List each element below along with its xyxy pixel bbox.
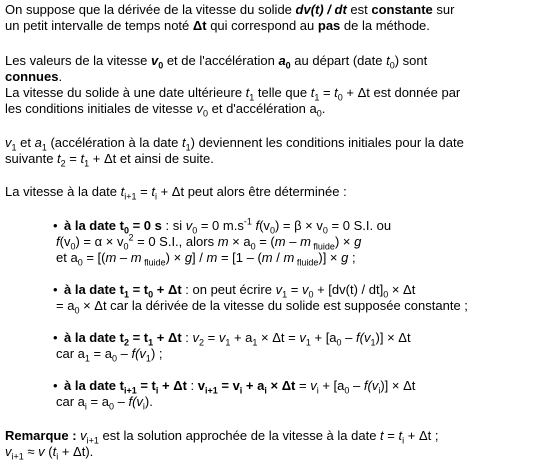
var: v <box>150 53 159 68</box>
text: . <box>58 69 63 84</box>
bullet-2-line-2 <box>56 298 468 314</box>
intro-line-1 <box>5 2 454 18</box>
sub: 0 <box>108 401 114 412</box>
bullet-4-line-2 <box>56 394 153 410</box>
text: × Δt car la dérivée de la vitesse du solide est supposée constante ; <box>79 298 468 313</box>
bullet-heading: à la date t <box>64 282 124 297</box>
text: ) = α × v <box>75 234 124 249</box>
sub: 1 <box>145 353 151 364</box>
sub: i+1 <box>124 191 137 202</box>
var: f <box>56 234 60 249</box>
sub: 0 <box>337 92 343 103</box>
var: (v <box>367 378 379 393</box>
text: car a <box>56 346 85 361</box>
text: Les valeurs de la vitesse <box>5 53 151 68</box>
var: v <box>5 135 12 150</box>
text: + a <box>242 378 265 393</box>
bullet-2-line-1 <box>53 282 415 298</box>
var: t <box>151 184 155 199</box>
bullet-3-line-2 <box>56 346 163 362</box>
text: + [a <box>310 330 337 345</box>
bullet-3-line-1 <box>53 330 411 346</box>
text: . <box>321 101 326 116</box>
text: de la méthode. <box>340 18 430 33</box>
text: ) = β × v <box>274 218 323 233</box>
var: t <box>80 151 85 166</box>
var: m <box>283 250 295 265</box>
var: a <box>34 135 42 150</box>
sub: 1 <box>225 337 231 348</box>
text: = a <box>86 394 109 409</box>
sub: 0 <box>250 241 256 252</box>
bullet-heading: + Δt <box>153 282 182 297</box>
text: et d'accélération <box>208 101 310 116</box>
bullet-4-line-1 <box>53 378 415 394</box>
text: = [1 – ( <box>217 250 262 265</box>
sub: 1 <box>41 142 47 153</box>
sub: 0 <box>203 108 209 119</box>
text: ( <box>44 444 53 459</box>
text: )] × Δt <box>380 378 416 393</box>
sub: fluide <box>141 257 166 268</box>
paragraph-2-line-1 <box>5 53 427 69</box>
bullet-1-line-1 <box>53 218 391 234</box>
bullet-icon: • <box>53 218 58 233</box>
text: ) × <box>334 234 355 249</box>
text: × Δt <box>388 282 416 297</box>
text: + Δt). <box>58 444 94 459</box>
sub: i+1 <box>86 435 99 446</box>
text: sur <box>432 2 455 17</box>
text: × a <box>228 234 251 249</box>
intro-line-2 <box>5 18 430 34</box>
bullet-heading: = 0 s <box>128 218 162 233</box>
var: m <box>206 250 218 265</box>
remark-label: Remarque : <box>5 428 77 443</box>
text: – <box>349 378 364 393</box>
var: m <box>130 250 142 265</box>
remark-line-1 <box>5 428 438 444</box>
bullet-heading: à la date t <box>64 378 124 393</box>
bullet-heading: à la date t <box>64 218 124 233</box>
text: : <box>181 330 193 345</box>
text: ) × <box>165 250 185 265</box>
sub: 0 <box>192 225 198 236</box>
text: = 0 S.I. ou <box>327 218 392 233</box>
var: v <box>218 330 226 345</box>
var: v <box>299 330 306 345</box>
sub: 0 <box>123 225 129 236</box>
sub: fluide <box>310 241 335 252</box>
text: – <box>116 346 132 361</box>
text: telle que <box>254 85 311 100</box>
var: v <box>275 282 283 297</box>
text: + Δt est donnée par <box>342 85 461 100</box>
sub: i <box>264 385 267 396</box>
var: a <box>278 53 286 68</box>
text: – <box>341 330 357 345</box>
sub: 0 <box>285 60 291 71</box>
bullet-heading: + Δt <box>158 378 187 393</box>
bullet-icon: • <box>53 330 58 345</box>
text: ] / <box>192 250 207 265</box>
sub: 1 <box>252 337 258 348</box>
text: et <box>16 135 35 150</box>
var: v <box>310 378 317 393</box>
text: = a <box>56 298 75 313</box>
var: t <box>181 135 186 150</box>
sub: 1 <box>123 289 129 300</box>
var: t <box>245 85 250 100</box>
text: (v <box>59 234 71 249</box>
sub: 0 <box>123 241 129 252</box>
text: )] × Δt <box>375 330 411 345</box>
text: (v <box>259 218 270 233</box>
text: = v <box>217 378 240 393</box>
paragraph-2-line-4 <box>5 101 325 117</box>
text: ≈ <box>23 444 39 459</box>
text: ) ; <box>150 346 163 361</box>
var: v <box>185 218 193 233</box>
bullet-heading: = t <box>128 330 149 345</box>
text: suivante <box>5 151 58 166</box>
var: (v <box>135 346 146 361</box>
text: car a <box>56 394 85 409</box>
text: est la solution approchée de la vitesse à la date <box>98 428 381 443</box>
sub: i <box>402 435 405 446</box>
sub: 1 <box>84 158 90 169</box>
var: t <box>380 428 384 443</box>
var: t <box>310 85 315 100</box>
var: g <box>341 250 349 265</box>
text: = <box>383 428 399 443</box>
bullet-heading: = t <box>128 282 149 297</box>
sub: 1 <box>282 289 288 300</box>
var: m <box>217 234 229 249</box>
var: f <box>131 346 136 361</box>
text: + [dv(t) / dt] <box>313 282 384 297</box>
var: t <box>398 428 403 443</box>
paragraph-2-line-2 <box>5 69 62 85</box>
var: v <box>196 101 203 116</box>
bold-term: constante <box>371 2 433 17</box>
var: a <box>309 101 317 116</box>
var: t <box>57 151 61 166</box>
sub: 2 <box>123 337 129 348</box>
text: / <box>272 250 284 265</box>
var: m <box>300 234 311 249</box>
sub: 1 <box>185 142 191 153</box>
var: t <box>334 85 338 100</box>
var: (v <box>359 330 371 345</box>
text: × Δt = <box>257 330 300 345</box>
sub: 0 <box>322 225 328 236</box>
var: v <box>38 444 45 459</box>
sub: 0 <box>74 305 80 316</box>
sub: 0 <box>316 108 322 119</box>
sub: i <box>84 401 87 412</box>
var: m <box>105 250 117 265</box>
text: – <box>113 394 129 409</box>
text: : si <box>161 218 186 233</box>
sub: i <box>378 385 381 396</box>
var: t <box>52 444 57 459</box>
sub: 2 <box>60 158 66 169</box>
sup: -1 <box>243 216 252 227</box>
sub: 2 <box>199 337 205 348</box>
var: m <box>274 234 286 249</box>
sub: 1 <box>314 92 320 103</box>
text: ; <box>348 250 356 265</box>
text: ). <box>144 394 153 409</box>
var: f <box>356 330 360 345</box>
text: + [a <box>318 378 345 393</box>
bullet-heading: = t <box>136 378 156 393</box>
sub: 1 <box>305 337 311 348</box>
text: + Δt peut alors être déterminée : <box>156 184 347 199</box>
text: : <box>186 378 198 393</box>
paragraph-3-line-2 <box>5 151 214 167</box>
var: (v <box>132 394 143 409</box>
sub: 0 <box>308 289 314 300</box>
text: ) sont <box>394 53 428 68</box>
remark-line-2 <box>5 444 93 460</box>
var: f <box>363 378 368 393</box>
var: f <box>251 218 260 233</box>
text: + Δt et ainsi de suite. <box>89 151 214 166</box>
sub: 0 <box>148 289 154 300</box>
text: – <box>116 250 131 265</box>
text: On suppose que la dérivée de la vitesse du solide <box>5 2 296 17</box>
var: v <box>192 330 199 345</box>
sup: 2 <box>128 232 134 243</box>
derivative-expression: dv(t) / dt <box>295 2 347 17</box>
text: La vitesse du solide à une date ultérieure <box>5 85 246 100</box>
delta-t: Δt <box>192 18 207 33</box>
text: et de l'accélération <box>163 53 279 68</box>
sub: i <box>142 401 145 412</box>
text: × Δt <box>266 378 296 393</box>
var: t <box>120 184 125 199</box>
bullet-heading: + Δt <box>153 330 182 345</box>
var: m <box>261 250 273 265</box>
sub: i <box>155 385 159 396</box>
text: un petit intervalle de temps noté <box>5 18 193 33</box>
text: + a <box>230 330 253 345</box>
var: v <box>197 378 205 393</box>
sub: i+1 <box>11 451 24 462</box>
var: t <box>386 53 390 68</box>
sub: 0 <box>269 225 275 236</box>
sub: 1 <box>370 337 376 348</box>
paragraph-2-line-3 <box>5 85 460 101</box>
text: + Δt ; <box>404 428 439 443</box>
bullet-1-line-3 <box>56 250 356 266</box>
text: est <box>346 2 372 17</box>
text: La vitesse à la date <box>5 184 121 199</box>
sub: i+1 <box>123 385 137 396</box>
sub: i <box>154 191 157 202</box>
sub: 0 <box>77 257 83 268</box>
sub: i <box>56 451 59 462</box>
text: qui correspond au <box>206 18 318 33</box>
sub: i <box>239 385 243 396</box>
bullet-heading: à la date t <box>64 330 124 345</box>
bold-term: pas <box>317 18 341 33</box>
text: et a <box>56 250 78 265</box>
sub: 1 <box>148 337 154 348</box>
sub: 0 <box>336 337 342 348</box>
text: = <box>295 378 311 393</box>
var: g <box>184 250 193 265</box>
bold-term: connues <box>5 69 59 84</box>
text: ) deviennent les conditions initiales pour la date <box>190 135 464 150</box>
paragraph-3-line-1 <box>5 135 464 151</box>
sub: i+1 <box>204 385 218 396</box>
sub: 0 <box>111 353 117 364</box>
text: = <box>319 85 335 100</box>
var: v <box>5 444 12 459</box>
sub: 1 <box>84 353 90 364</box>
text: = ( <box>255 234 275 249</box>
sub: 1 <box>249 92 255 103</box>
bullet-1-line-2 <box>56 234 361 250</box>
sub: i <box>316 385 319 396</box>
text: = a <box>89 346 112 361</box>
text: = <box>136 184 152 199</box>
text: : on peut écrire <box>181 282 276 297</box>
sub: 0 <box>383 289 389 300</box>
paragraph-4 <box>5 184 347 200</box>
text: = 0 S.I., alors <box>133 234 218 249</box>
sub: 0 <box>344 385 350 396</box>
text: (accélération à la date <box>46 135 182 150</box>
sub: 0 <box>70 241 76 252</box>
var: v <box>301 282 309 297</box>
text: )] × <box>318 250 342 265</box>
var: f <box>128 394 133 409</box>
var: g <box>354 234 362 249</box>
text: = <box>65 151 81 166</box>
text: au départ (date <box>290 53 387 68</box>
sub: 1 <box>11 142 17 153</box>
sub: fluide <box>294 257 319 268</box>
bullet-icon: • <box>53 282 58 297</box>
var: v <box>76 428 87 443</box>
text: les conditions initiales de vitesse <box>5 101 197 116</box>
text: – <box>285 234 301 249</box>
text: = 0 m.s <box>197 218 244 233</box>
sub: 0 <box>158 60 164 71</box>
sub: 0 <box>389 60 395 71</box>
text: = [( <box>82 250 106 265</box>
text: = <box>204 330 219 345</box>
text: = <box>287 282 302 297</box>
bullet-icon: • <box>53 378 58 393</box>
